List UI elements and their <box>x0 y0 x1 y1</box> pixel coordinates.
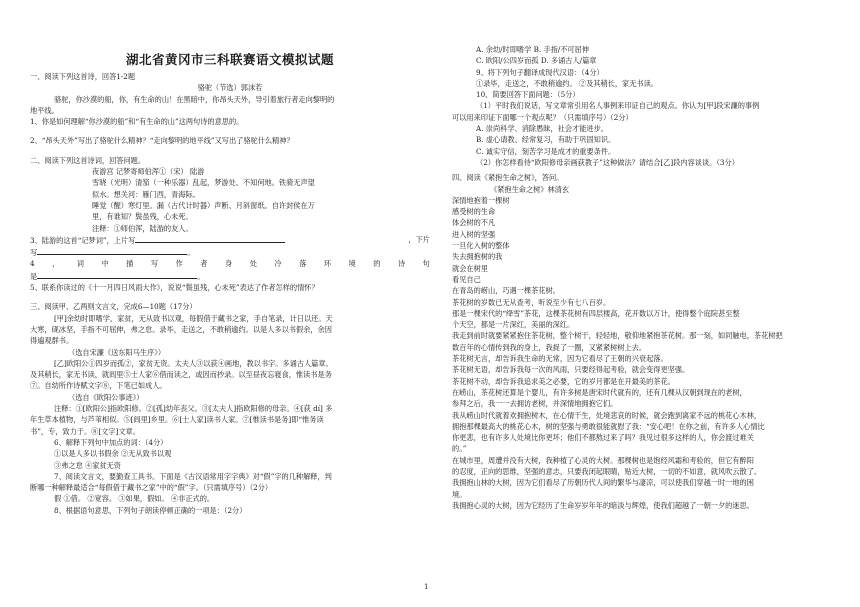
essay-line: 一旦化入树的整体 <box>452 241 510 251</box>
question-3-line1 <box>30 234 430 246</box>
question-4-char: 作 <box>175 259 183 269</box>
question-9-items: ①录毕，走送之，不敢稍逾约。 ②及其稍长，家无书读。 <box>476 78 658 88</box>
right-column <box>452 44 850 511</box>
page-title: 湖北省黄冈市三科联赛语文模拟试题 <box>125 52 334 67</box>
question-7-options: 假 ①借。 ②宽容。 ③如果，假如。 ④非正式的。 <box>54 494 215 504</box>
question-4-char: 诗 <box>397 259 406 269</box>
poem2-line: 雪晓（光明）清笳（一种乐器）乱起，梦游处、不知何地。铁骑无声望 <box>92 178 315 188</box>
question-4-char: 句 <box>422 259 430 269</box>
section-2-heading: 二、阅读下列这首诗词，回答问题。 <box>30 155 146 165</box>
essay-line: 茶花树无语，却告诉我每一次的风雨，只要经得起考验，就会变得更坚强。 <box>452 365 690 375</box>
question-4 <box>30 258 430 269</box>
question-7: 断哪一种解释最适合“每假借于藏书之家”中的“假”字。（只需填序号）（2分） <box>30 483 273 493</box>
essay-line: 我走到前时就要紧紧抱住茶花树，整个树干，轻轻地，敬仰地紧抱茶花树。那一刻，如同触电，茶花树把 <box>452 331 783 341</box>
poem2-line: 似水。想关河：雁门西，青海际。 <box>92 189 200 199</box>
question-10-2: （2）你怎样看待“欧阳修母亲画荻教子”这种做法？请结合[乙]段内容谈谈。（3分） <box>476 157 739 167</box>
essay-line: 在崂山，茶花树还算是个婴儿，有许多树是唐宋时代就有的，还有几棵从汉朝到现在的老树， <box>452 387 747 397</box>
question-8-options: A. 余幼/时即嗜学 B. 手指/不可屈伸 <box>476 45 589 54</box>
essay-line: 看见自己 <box>452 274 481 284</box>
question-8-options: C. 欧阳/公四岁而孤 D. 多诵古人/篇章 <box>476 56 597 66</box>
essay-line: 境。 <box>452 489 467 499</box>
essay-line: 茶花树无言，却告诉我生命的无常，因为它看尽了王朝的兴衰起落。 <box>452 354 668 364</box>
question-4-char: 处 <box>249 259 257 269</box>
question-6: 6、解释下列句中加点的词：（4分） <box>54 437 168 447</box>
question-4-answer: 是 。 <box>30 271 205 281</box>
passage-jia: 大寒，砚冰坚，手指不可屈伸，弗之怠。录毕，走送之，不敢稍逾约。以是人多以书假余，余因 <box>30 324 332 334</box>
question-4-text: 是 <box>30 271 38 281</box>
question-4-char: ， <box>52 259 60 269</box>
question-3-text: 写 <box>30 248 38 258</box>
section-1-heading: 一、阅读下列这首诗，回答1-2题 <box>30 72 136 81</box>
question-6-items: ③弗之怠 ④家贫无资 <box>54 460 121 470</box>
poem1-title: 骆驼（节选）郭沫若 <box>197 83 263 93</box>
passage-jia: [甲]余幼时即嗜学，家贫，无从致书以观，每假借于藏书之家，手自笔录，计日以还。天 <box>54 313 333 323</box>
question-1: 1、你是如何理解“你沙漠的船”和“有生命的山”这两句诗的意思的。 <box>30 117 244 127</box>
notes: 年生草本植物，与芦苇相似。⑤[闾里]乡里。⑥[士人家]读书人家。⑦[惟读书是务]即“惟务读 <box>30 415 324 425</box>
essay-line: 数百年的心情传到我的身上，我捉了一圈，又紧紧树树上去。 <box>452 342 647 352</box>
option-b: B. 虚心请教、经常复习，有助于巩固知识。 <box>476 135 616 145</box>
question-4-char: 落 <box>299 259 307 269</box>
question-3-text: 3、陆游的这首“记梦词”，上片写 <box>30 235 136 245</box>
essay-line: 的忍度，正向的思维，坚强的意志，只要我闭起眼睛，贴近大树，一切的不如意，就风吹云散了。 <box>452 466 762 476</box>
answer-blank[interactable] <box>135 234 285 243</box>
question-2: 2、“昂头天外”写出了骆驼什么精神？“走向黎明的地平线”又写出了骆驼什么精神？ <box>30 136 294 146</box>
question-4-char: 4 <box>30 259 35 269</box>
section-3-heading: 三、阅读甲、乙两则文言文，完成6—10题（17分） <box>30 302 197 312</box>
question-10-1: （1）平时我们说话，写文章常引用名人事例来印证自己的观点。你认为[甲]段宋濂的事例 <box>476 101 760 111</box>
notes: 注释：①[欧阳公]指欧阳修。②[孤]幼年丧父。③[太夫人]指欧阳修的母亲。④[荻 dí] 多 <box>54 404 333 414</box>
question-3-text: ，下片 <box>408 234 430 244</box>
poem2-note: 注释：①师伯浑，陆游的友人。 <box>92 223 193 233</box>
poem2-line: 里，有谁知？鬓虽残，心未死。 <box>92 212 193 222</box>
essay-line: 感受树的生命 <box>452 207 496 217</box>
question-4-char: 的 <box>373 259 381 269</box>
poem1-line: 骆驼，你沙漠的船，你，有生命的山！在黑暗中，你昂头天外，导引着旅行者走向黎明的 <box>54 94 335 104</box>
question-10-1: 可以用来印证下面哪一个观点呢？（只需填序号）（2分） <box>452 112 633 122</box>
answer-blank[interactable] <box>37 270 197 279</box>
question-6-items: ①以是人多以书假余 ②无从致书以观 <box>54 449 172 459</box>
passage-yi: 及其稍长，家无书读，就闾里⑤士人家⑥借而读之，或因而抄录。以至昼夜忘寝食，惟读书是务 <box>30 370 332 380</box>
essay-line: 你更悲，也有许多人处境比你更坏；他们不都熬过来了吗？我见过很多这样的人，你会渡过难关 <box>452 433 754 443</box>
poem1-line: 地平线。 <box>30 105 59 115</box>
notes: 书”，专，致力于。⑧[文字]文章。 <box>30 426 140 436</box>
essay-line: 我拥抱心灵的大树，因为它经历了生命岁岁年年的暗淡与辉煌，使我们超越了一朝一夕的迷思。 <box>452 500 754 510</box>
question-9: 9、将下列句子翻译成现代汉语：（4分） <box>476 67 604 77</box>
option-a: A. 崇尚科学、消除愚昧，社会才能进步。 <box>476 124 608 134</box>
essay-line: 在青岛的崂山，巧遇一棵茶花树。 <box>452 286 560 296</box>
question-4-char: 中 <box>101 259 109 269</box>
question-4-char: 冷 <box>274 259 282 269</box>
question-4-char: 写 <box>150 259 159 269</box>
option-c: C. 诚实守信，刻苦学习是成才的重要条件。 <box>476 146 616 156</box>
question-4-char: 环 <box>323 259 332 269</box>
essay-line: 我拥抱山林的大树，因为它们看尽了历朝历代人间的繁华与凄凉，可以使我们穿越一时一地的困 <box>452 478 754 488</box>
passage-yi: [乙]欧阳公①四岁而孤②，家贫无资。太夫人③以荻④画地，教以书字。多诵古人篇章。 <box>54 358 333 368</box>
poem2-title: 夜游宫 记梦寄师伯浑①（宋） 陆游 <box>92 167 205 177</box>
essay-line: 个天空，都是一片深红，美丽的深红。 <box>452 320 575 330</box>
passage-yi-source: （选自《欧阳公事迹》） <box>68 392 144 402</box>
essay-line: 体会树的不凡 <box>452 218 496 228</box>
left-column <box>30 50 430 516</box>
essay-body <box>452 195 850 511</box>
essay-line: 参拜之后，我一一去拥访老树，并深情地拥抱它们。 <box>452 399 618 409</box>
question-4-char: 词 <box>76 259 84 269</box>
question-4-char: 身 <box>225 259 233 269</box>
essay-line: 我从崂山时代就着欢拥抱树木，在心情干生，处境悲哀的时候，就会跑到离家不远的桃花心木林， <box>452 410 762 420</box>
essay-line: 茶花树不动，却告诉我追求美之必要，它的岁月都是在开最美的茶花。 <box>452 376 675 386</box>
section-4-heading: 四、阅读《紧抱生命之树》，答问。 <box>452 173 564 183</box>
question-4-char: 者 <box>200 259 208 269</box>
question-3-line2: 写 。 <box>30 248 195 258</box>
essay-title: 《紧抱生命之树》林清玄 <box>490 184 570 194</box>
essay-line: 拥抱那棵最高大的桃花心木，树的坚强与勇敢很能就慰了我：“安心吧！在你之前，有许多人心情比 <box>452 421 765 431</box>
page-number: 1 <box>424 583 429 591</box>
essay-line: 进入树的坚强 <box>452 229 496 239</box>
question-10: 10、简要回答下面问题：（5分） <box>476 90 580 100</box>
essay-line: 的。” <box>452 444 467 454</box>
passage-jia: 得遍观群书。 <box>30 336 74 346</box>
essay-line: 就会在树里 <box>452 263 488 273</box>
essay-line: 深情地抱着一棵树 <box>452 195 510 205</box>
essay-line: 失去拥抱树的我 <box>452 252 503 262</box>
essay-line: 茶花树的岁数已无从查考，听说至少有七八百岁。 <box>452 297 611 307</box>
passage-yi: ⑦。自幼所作诗赋文字⑧，下笔已如成人。 <box>30 381 167 391</box>
poem2-line: 睡觉（醒）寒灯里。漏（古代计时器）声断、月斜窗纸。自许封侯在万 <box>92 200 315 210</box>
question-4-char: 境 <box>348 259 356 269</box>
answer-blank[interactable] <box>37 246 187 255</box>
question-5: 5、联系你读过的《十一月四日风雨大作》，说说“鬓虽残，心未死”表达了作者怎样的情怀？ <box>30 283 319 293</box>
question-4-char: 描 <box>126 259 134 269</box>
question-7: 7、阅读文言文，要勤查工具书。下面是《古汉语常用字字典》对“假”字的几种解释，判 <box>54 471 332 481</box>
question-8: 8、根据语句意思，下列句子朗读停顿正确的一项是：（2分） <box>54 505 247 515</box>
essay-line: 那是一棵宋代的“绛雪”茶花，这棵茶花树有四层楼高，花开数以万计，使得整个庭院甚至整 <box>452 308 740 318</box>
essay-line: 在城市里，周遭并没有大树，我种植了心灵的大树。那棵树也是饱经风霜和考验的，但它有醉阳 <box>452 455 754 465</box>
passage-jia-source: （选自宋濂《送东阳马生序》） <box>68 347 166 357</box>
